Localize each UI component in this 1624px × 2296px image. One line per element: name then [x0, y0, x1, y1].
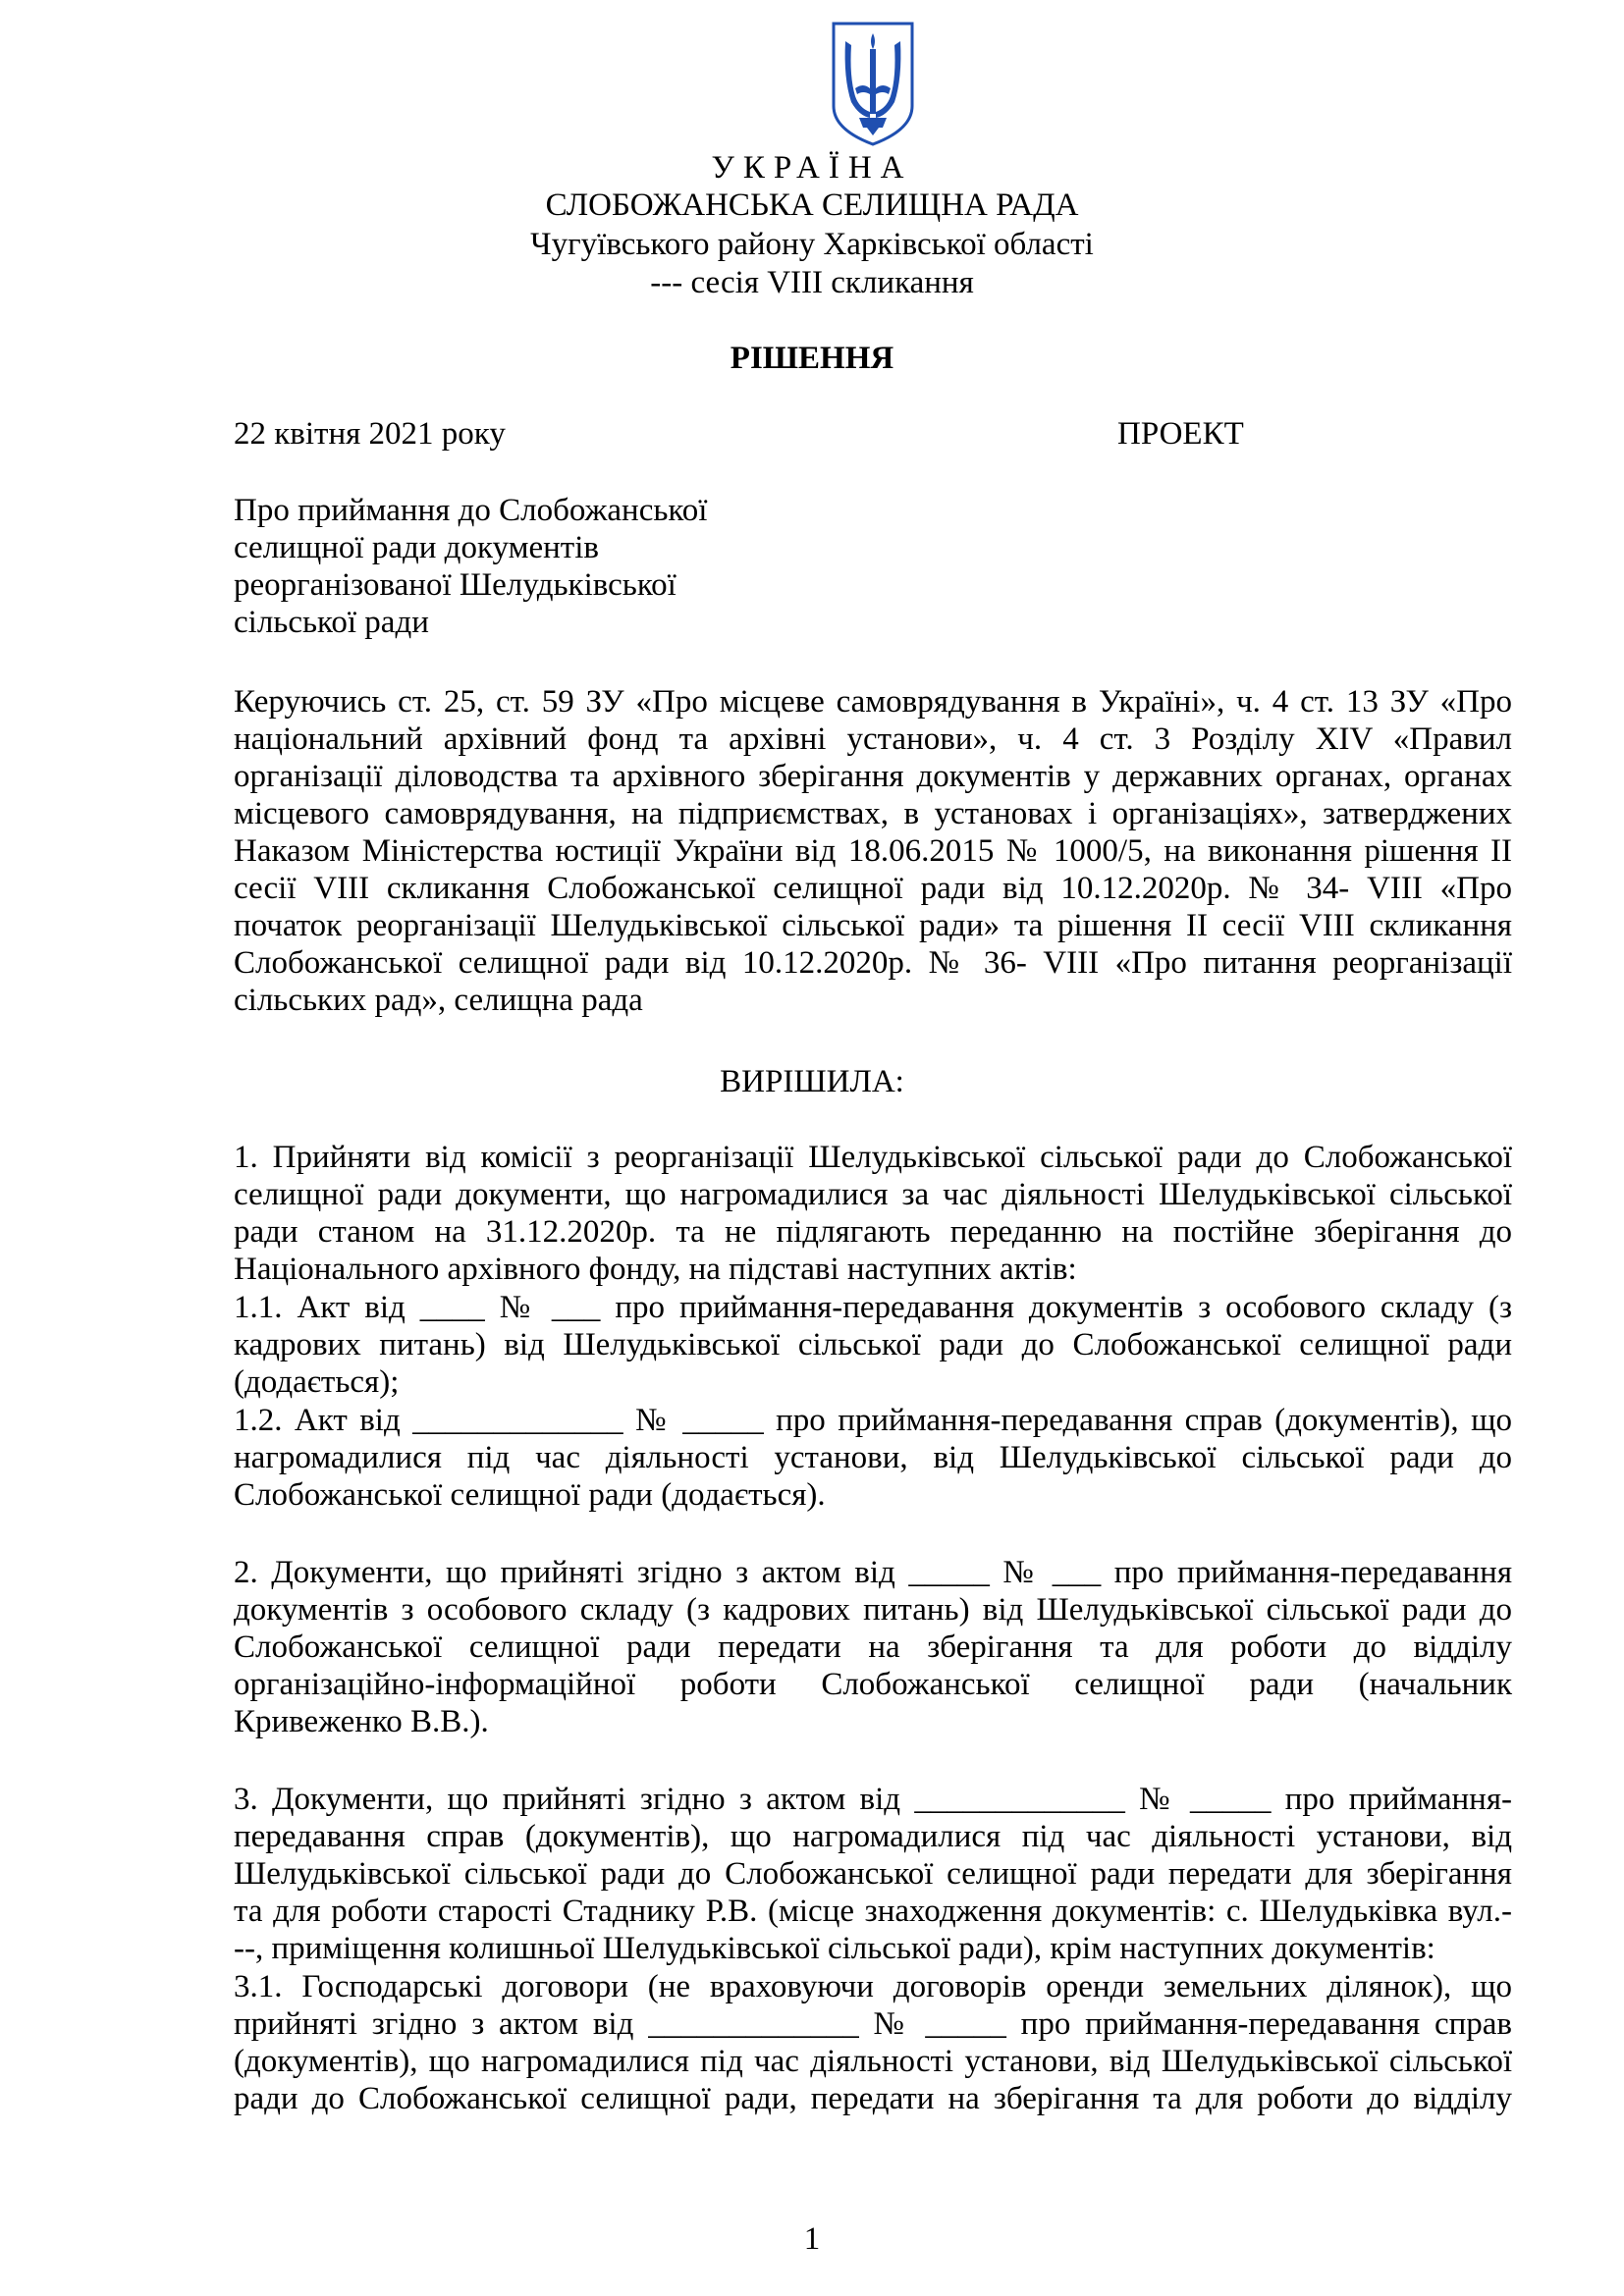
- council-title: СЛОБОЖАНСЬКА СЕЛИЩНА РАДА: [545, 187, 1079, 223]
- session-line: --- сесія VIII скликання: [650, 265, 974, 300]
- subject-line: реорганізованої Шелудьківської: [234, 567, 677, 603]
- preamble-paragraph: [234, 683, 1512, 1019]
- paragraph-line: Національного архівного фонду, на підставі наступних актів:: [234, 1252, 1077, 1287]
- page-number: 1: [803, 2221, 821, 2257]
- item-1-1: [234, 1289, 1512, 1401]
- item-1-2: [234, 1402, 1512, 1514]
- paragraph-line: ради до Слобожанської селищної ради, передати на зберігання та для роботи до відділу: [234, 2081, 1512, 2116]
- paragraph-line: сільських рад», селищна рада: [234, 983, 643, 1018]
- paragraph-line: (додається);: [234, 1364, 400, 1400]
- item-2: [234, 1554, 1512, 1740]
- subject-line: Про приймання до Слобожанської: [234, 493, 708, 528]
- paragraph-line: початок реорганізації Шелудьківської сільської ради» та рішення II сесії VIII скликання: [234, 908, 1512, 943]
- paragraph-line: Наказом Міністерства юстиції України від 18.06.2015 № 1000/5, на виконання рішення II: [234, 833, 1512, 869]
- paragraph-line: Слобожанської селищної ради від 10.12.2020р. № 36- VIII «Про питання реорганізації: [234, 945, 1512, 981]
- country-title: УКРАЇНА: [711, 150, 913, 186]
- decided-heading: ВИРІШИЛА:: [720, 1064, 904, 1099]
- decision-date: 22 квітня 2021 року: [234, 416, 506, 452]
- paragraph-line: організації діловодства та архівного зберігання документів у державних органах, органах: [234, 759, 1512, 794]
- paragraph-line: документів з особового складу (з кадрових питань) від Шелудьківської сільської ради до: [234, 1592, 1512, 1628]
- paragraph-line: 3.1. Господарські договори (не враховуючи договорів оренди земельних ділянок), що: [234, 1969, 1512, 2004]
- item-1: [234, 1139, 1512, 1288]
- paragraph-line: ради станом на 31.12.2020р. та не підлягають переданню на постійне зберігання до: [234, 1214, 1512, 1250]
- paragraph-line: Шелудьківської сільської ради до Слобожанської селищної ради передати для зберігання: [234, 1856, 1512, 1892]
- paragraph-line: 1.1. Акт від ____ № ___ про приймання-передавання документів з особового складу (з: [234, 1290, 1512, 1325]
- paragraph-line: 1.2. Акт від _____________ № _____ про приймання-передавання справ (документів), що: [234, 1403, 1512, 1438]
- decision-subject: [234, 492, 823, 641]
- item-3-1: [234, 1968, 1512, 2117]
- paragraph-line: місцевого самоврядування, на підприємствах, в установах і організаціях», затверджених: [234, 796, 1512, 831]
- district-line: Чугуївського району Харківської області: [530, 227, 1094, 262]
- paragraph-line: сесії VIII скликання Слобожанської селищної ради від 10.12.2020р. № 34- VIII «Про: [234, 871, 1512, 906]
- subject-line: селищної ради документів: [234, 530, 599, 565]
- paragraph-line: та для роботи старості Стаднику Р.В. (місце знаходження документів: с. Шелудьківка вул.-: [234, 1894, 1512, 1929]
- paragraph-line: Кривеженко В.В.).: [234, 1704, 489, 1739]
- document-type-title: РІШЕННЯ: [730, 341, 894, 376]
- trident-emblem-icon: [830, 20, 916, 148]
- paragraph-line: --, приміщення колишньої Шелудьківської сільської ради), крім наступних документів:: [234, 1931, 1435, 1966]
- paragraph-line: селищної ради документи, що нагромадилися за час діяльності Шелудьківської сільської: [234, 1177, 1512, 1212]
- paragraph-line: нагромадилися під час діяльності установи, від Шелудьківської сільської ради до: [234, 1440, 1512, 1475]
- paragraph-line: національний архівний фонд та архівні установи», ч. 4 ст. 3 Розділу XIV «Правил: [234, 721, 1512, 757]
- subject-line: сільської ради: [234, 605, 429, 640]
- paragraph-line: кадрових питань) від Шелудьківської сільської ради до Слобожанської селищної ради: [234, 1327, 1512, 1362]
- paragraph-line: 1. Прийняти від комісії з реорганізації Шелудьківської сільської ради до Слобожанської: [234, 1140, 1512, 1175]
- paragraph-line: 3. Документи, що прийняті згідно з актом від _____________ № _____ про приймання-: [234, 1782, 1512, 1817]
- paragraph-line: організаційно-інформаційної роботи Слобожанської селищної ради (начальник: [234, 1667, 1512, 1702]
- paragraph-line: Слобожанської селищної ради передати на зберігання та для роботи до відділу: [234, 1629, 1512, 1665]
- paragraph-line: передавання справ (документів), що нагромадилися під час діяльності установи, від: [234, 1819, 1512, 1854]
- paragraph-line: (документів), що нагромадилися під час діяльності установи, від Шелудьківської сільської: [234, 2044, 1512, 2079]
- paragraph-line: Слобожанської селищної ради (додається).: [234, 1477, 826, 1513]
- draft-status: ПРОЕКТ: [1117, 416, 1244, 452]
- paragraph-line: Керуючись ст. 25, ст. 59 ЗУ «Про місцеве самоврядування в Україні», ч. 4 ст. 13 ЗУ «Про: [234, 684, 1512, 720]
- item-3: [234, 1781, 1512, 1967]
- paragraph-line: 2. Документи, що прийняті згідно з актом від _____ № ___ про приймання-передавання: [234, 1555, 1512, 1590]
- paragraph-line: прийняті згідно з актом від _____________ № _____ про приймання-передавання справ: [234, 2006, 1512, 2042]
